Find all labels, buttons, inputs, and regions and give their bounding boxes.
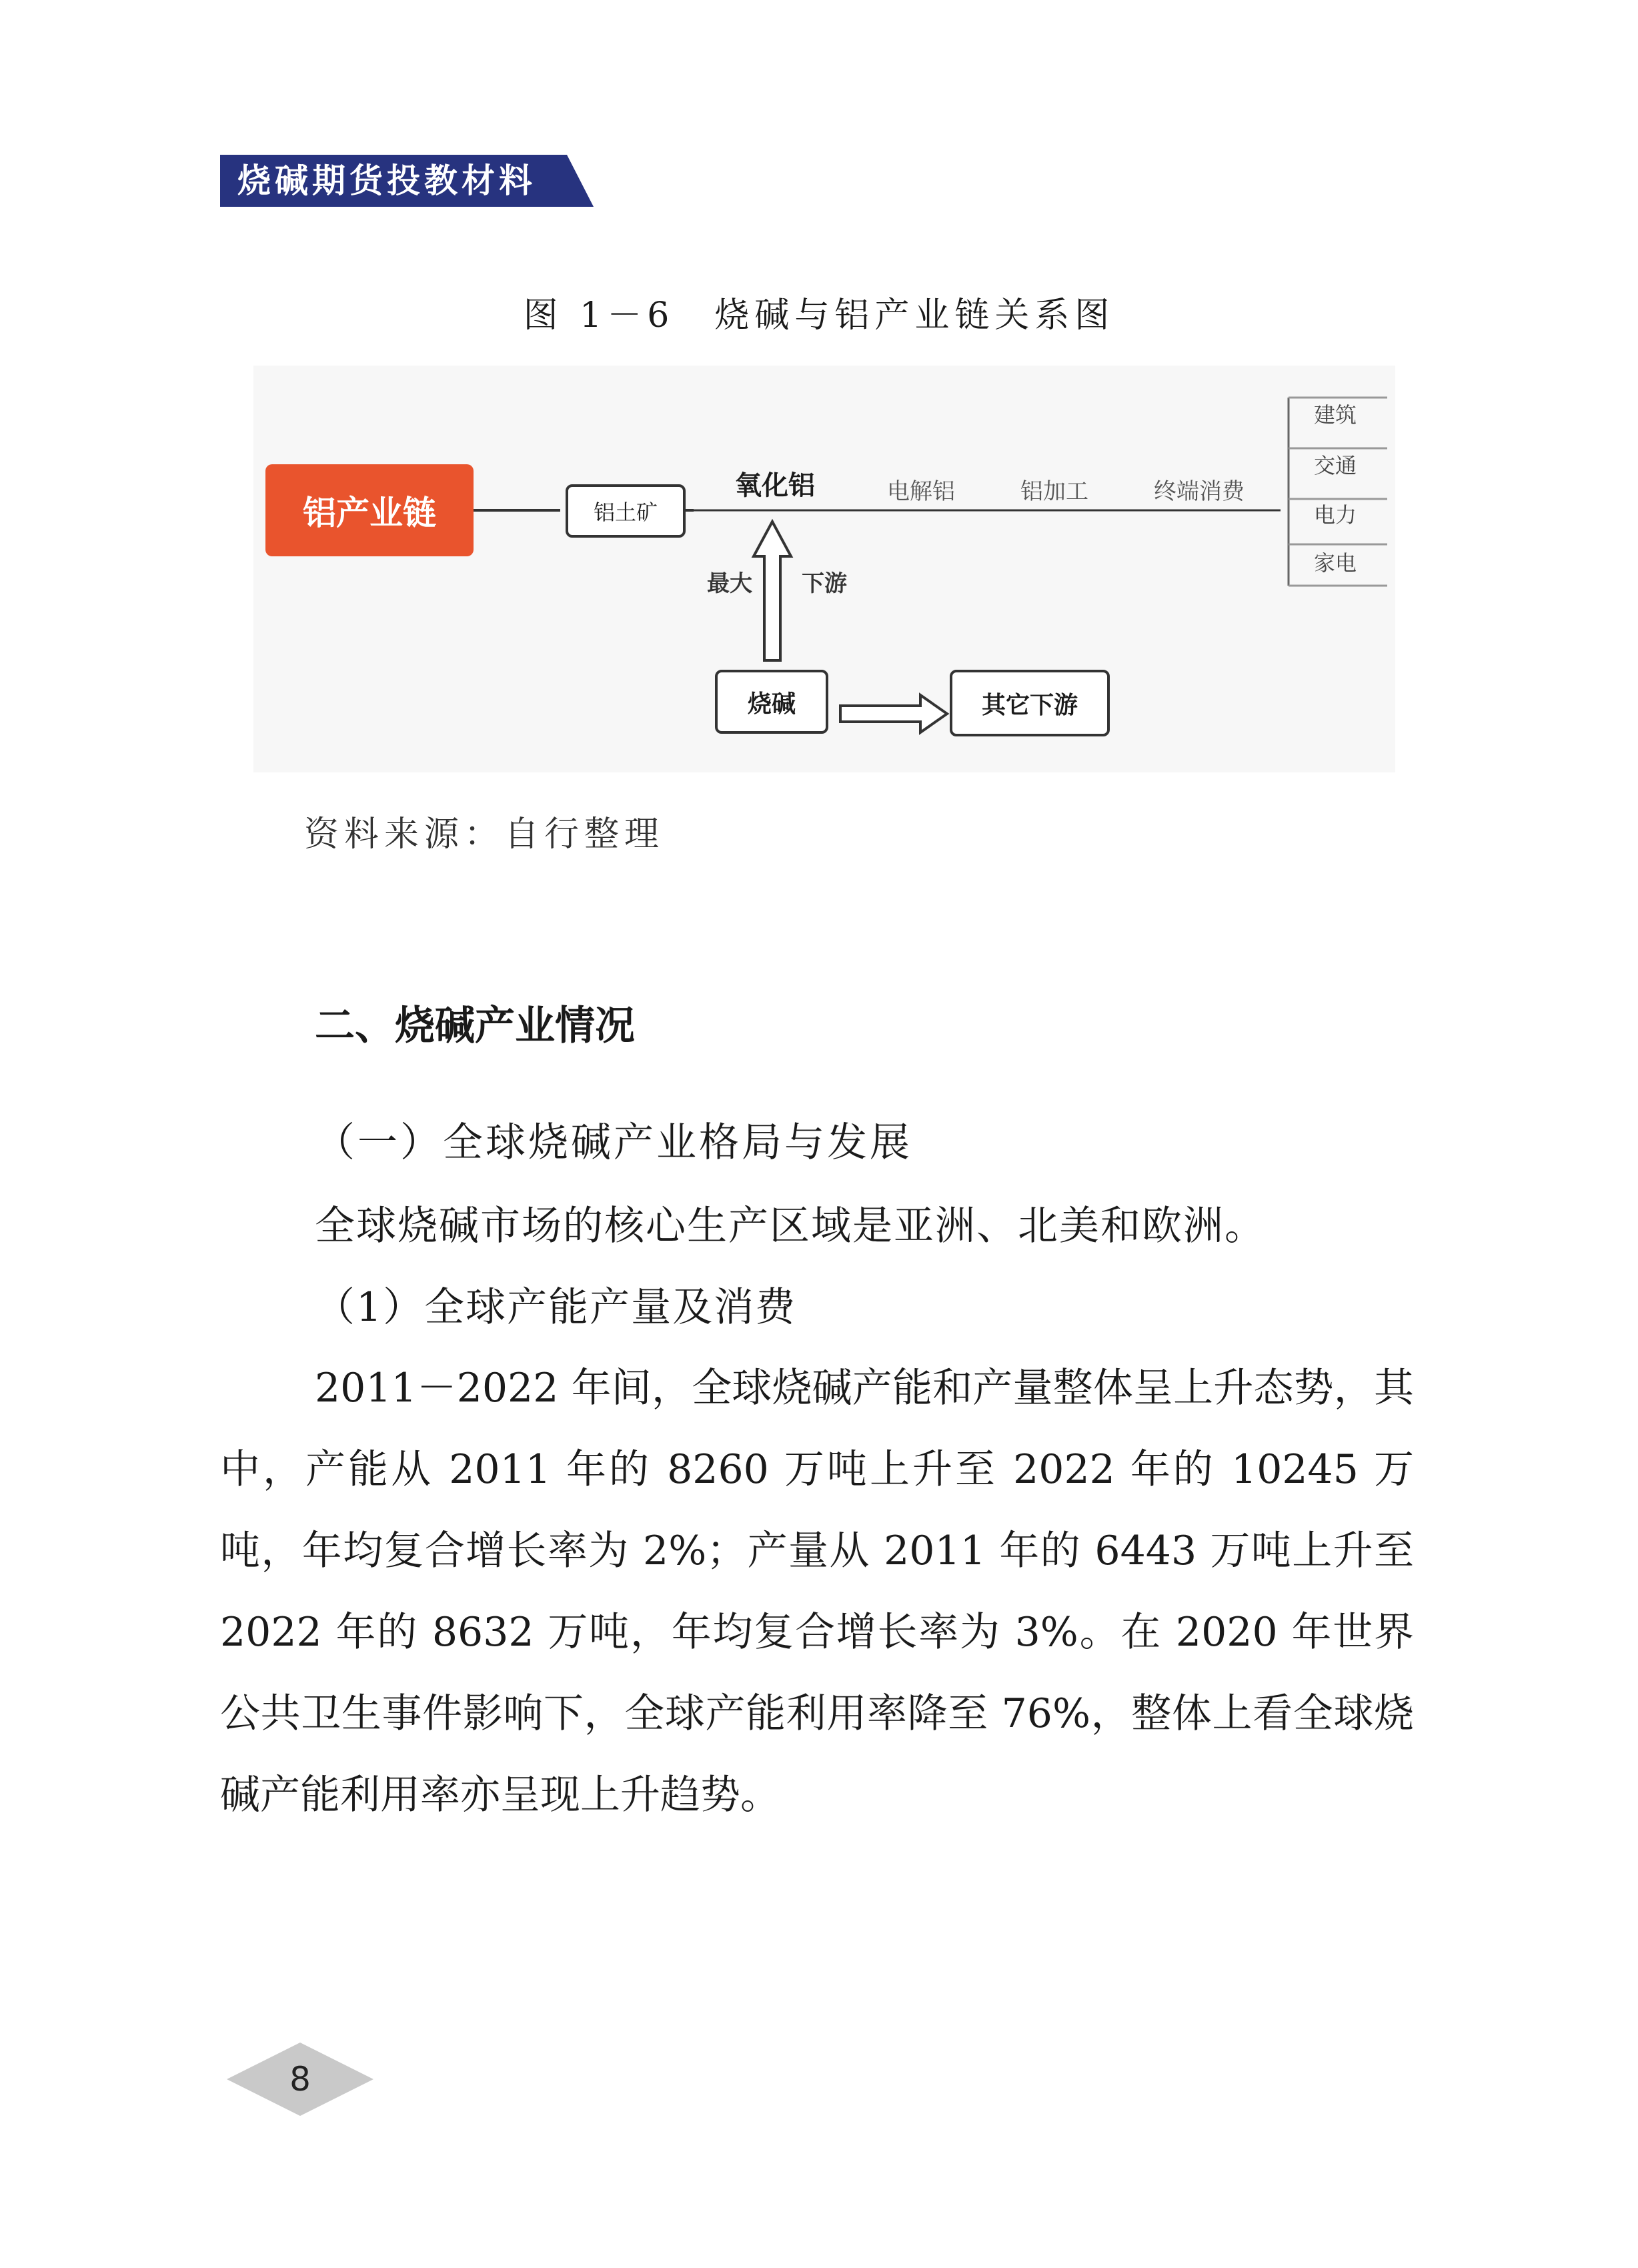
industry-chain-diagram bbox=[253, 366, 1395, 772]
aluminum-chain-node: 铝产业链 bbox=[265, 464, 474, 556]
arrow-label-largest: 最大 bbox=[707, 570, 752, 597]
other-downstream-node: 其它下游 bbox=[950, 670, 1110, 736]
subsection-heading-2: （1）全球产能产量及消费 bbox=[315, 1284, 797, 1331]
body-paragraph: 2011－2022 年间，全球烧碱产能和产量整体呈上升态势，其中，产能从 2011 年的 8260 万吨上升至 2022 年的 10245 万吨，年均复合增长率为 2%；产量从 2011 年的 6443 万吨上升至 2022 年的 8632 万吨，年均复合增长率为 3%。在 2020 年世界公共卫生事件影响下，全球产能利用率降至 76%，整体上看全球烧碱产能利用率亦呈现上升趋势。 bbox=[220, 1365, 1414, 1818]
right-arrow bbox=[840, 695, 947, 732]
end-use-appliance: 家电 bbox=[1314, 550, 1357, 576]
header-title: 烧碱期货投教材料 bbox=[237, 161, 536, 200]
figure-source: 资料来源：自行整理 bbox=[304, 814, 665, 855]
alumina-label: 氧化铝 bbox=[735, 470, 815, 501]
arrow-label-downstream: 下游 bbox=[802, 570, 847, 597]
header-banner bbox=[220, 155, 594, 207]
subsection-heading: （一）全球烧碱产业格局与发展 bbox=[315, 1119, 912, 1166]
intro-paragraph: 全球烧碱市场的核心生产区域是亚洲、北美和欧洲。 bbox=[315, 1203, 1266, 1249]
page-number: 8 bbox=[289, 2060, 311, 2099]
up-arrow bbox=[754, 522, 791, 660]
electrolytic-aluminum-label: 电解铝 bbox=[887, 478, 955, 505]
caustic-soda-node: 烧碱 bbox=[715, 670, 828, 734]
aluminum-processing-label: 铝加工 bbox=[1020, 478, 1088, 505]
figure-caption: 图 1－6 烧碱与铝产业链关系图 bbox=[523, 296, 1115, 336]
terminal-consumption-label: 终端消费 bbox=[1154, 478, 1245, 505]
end-use-construction: 建筑 bbox=[1314, 402, 1357, 428]
end-use-power: 电力 bbox=[1314, 502, 1357, 528]
end-use-transport: 交通 bbox=[1314, 453, 1357, 478]
page-number-badge bbox=[220, 2036, 380, 2123]
bauxite-node: 铝土矿 bbox=[566, 484, 686, 538]
section-heading: 二、烧碱产业情况 bbox=[315, 1003, 635, 1049]
